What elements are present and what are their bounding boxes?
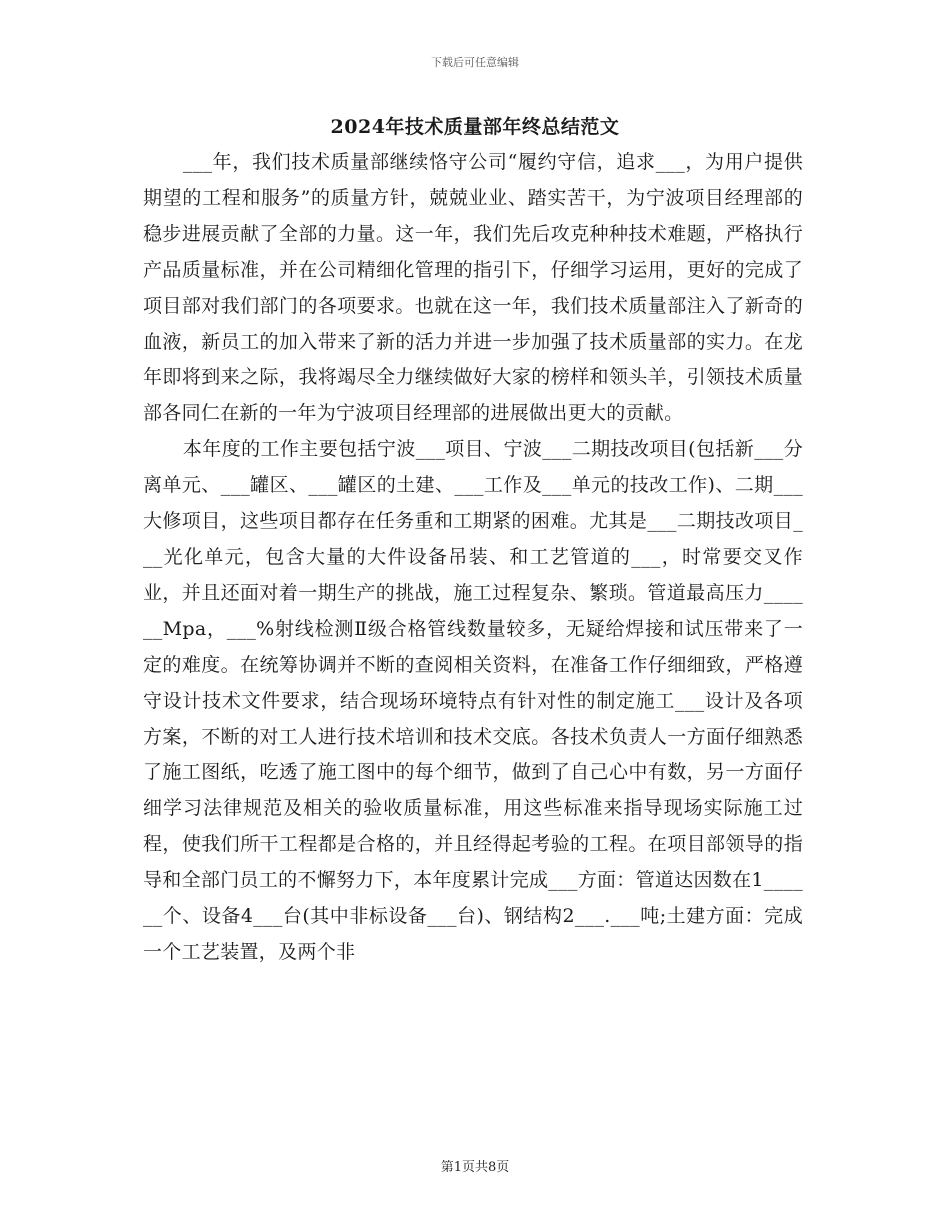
page-header-note: 下载后可任意编辑 bbox=[431, 56, 519, 69]
paragraph-1: ___年，我们技术质量部继续恪守公司“履约守信，追求___，为用户提供期望的工程和服务”的质量方针，兢兢业业、踏实苦干，为宁波项目经理部的稳步进展贡献了全部的力量。这一年，我们先后攻克种种技术难题，严格执行产品质量标准，并在公司精细化管理的指引下，仔细学习运用，更好的完成了项目部对我们部门的各项要求。也就在这一年，我们技术质量部注入了新奇的血液，新员工的加入带来了新的活力并进一步加强了技术质量部的实力。在龙年即将到来之际，我将竭尽全力继续做好大家的榜样和领头羊，引领技术质量部各同仁在新的一年为宁波项目经理部的进展做出更大的贡献。 bbox=[143, 151, 803, 425]
paragraph-2: 本年度的工作主要包括宁波___项目、宁波___二期技改项目(包括新___分离单元、___罐区、___罐区的土建、___工作及___单元的技改工作)、二期___大修项目，这些项目都存在任务重和工期紧的困难。尤其是___二期技改项目___光化单元，包含大量的大件设备吊装、和工艺管道的___，时常要交叉作业，并且还面对着一期生产的挑战，施工过程复杂、繁琐。管道最高压力______Mpa，___%射线检测Ⅱ级合格管线数量较多，无疑给焊接和试压带来了一定的难度。在统筹协调并不断的查阅相关资料，在准备工作仔细细致，严格遵守设计技术文件要求，结合现场环境特点有针对性的制定施工___设计及各项方案，不断的对工人进行技术培训和技术交底。各技术负责人一方面仔细熟悉了施工图纸，吃透了施工图中的每个细节，做到了自己心中有数，另一方面仔细学习法律规范及相关的验收质量标准，用这些标准来指导现场实际施工过程，使我们所干工程都是合格的，并且经得起考验的工程。在项目部领导的指导和全部门员工的不懈努力下，本年度累计完成___方面：管道达因数在1______个、设备4___台(其中非标设备___台)、钢结构2___.___吨;土建方面：完成一个工艺装置，及两个非 bbox=[143, 438, 803, 963]
page-number-footer: 第1页共8页 bbox=[440, 1160, 510, 1175]
document-body bbox=[143, 145, 803, 971]
document-title: 2024年技术质量部年终总结范文 bbox=[330, 116, 620, 138]
